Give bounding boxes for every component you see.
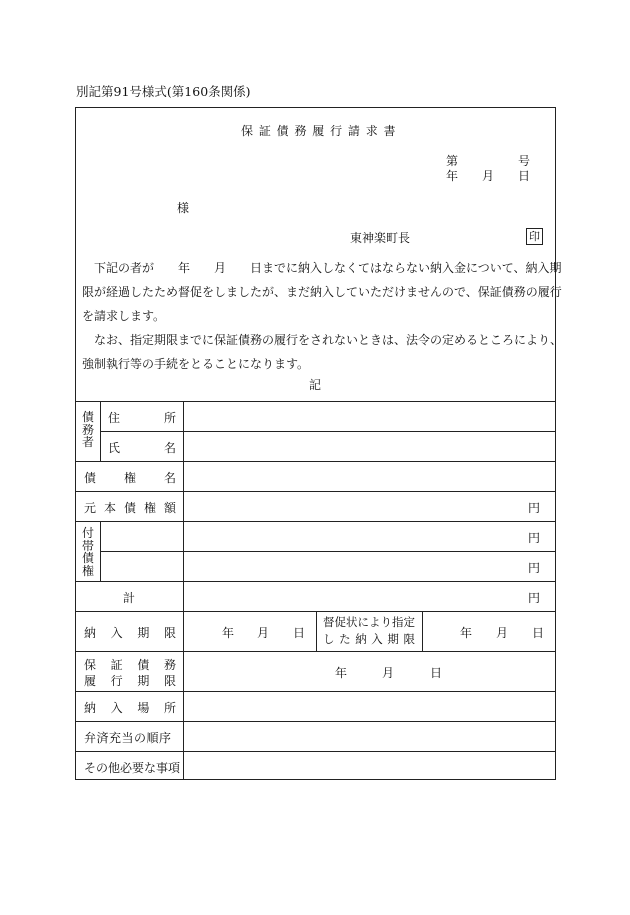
rule-label-column — [183, 401, 184, 779]
document-title: 保 証 債 務 履 行 請 求 書 — [241, 124, 397, 138]
address-label: 住 所 — [108, 411, 176, 425]
rule-attached-middle — [100, 551, 555, 552]
rule-order-bottom — [76, 751, 555, 752]
rule-principal-bottom — [76, 521, 555, 522]
claim-name-label: 債 権 名 — [84, 471, 176, 485]
guarantee-label-line1: 保 証 債 務 — [84, 658, 176, 672]
total-yen: 円 — [528, 591, 541, 605]
designated-day: 日 — [532, 626, 545, 640]
ki-label: 記 — [309, 378, 322, 392]
guarantee-year: 年 — [335, 666, 348, 680]
rule-due-bottom — [76, 651, 555, 652]
rule-address-bottom — [100, 431, 555, 432]
number-suffix: 号 — [518, 154, 531, 168]
designated-label-line2: し た 納 入 期 限 — [323, 632, 415, 646]
designated-label-line1: 督促状により指定 — [323, 615, 415, 629]
principal-label: 元 本 債 権 額 — [84, 501, 176, 515]
guarantee-day: 日 — [430, 666, 443, 680]
date-month-label: 月 — [482, 169, 495, 183]
form-label: 別記第91号様式(第160条関係) — [76, 84, 251, 99]
body-line-1: 下記の者が 年 月 日までに納入しなくてはならない納入金について、納入期 — [82, 261, 562, 275]
due-day: 日 — [293, 626, 306, 640]
principal-yen: 円 — [528, 501, 541, 515]
other-label: その他必要な事項 — [84, 761, 181, 775]
due-year: 年 — [222, 626, 235, 640]
form-frame — [75, 107, 563, 780]
rule-place-bottom — [76, 721, 555, 722]
number-prefix: 第 — [446, 154, 459, 168]
body-line-4: なお、指定期限までに保証債務の履行をされないときは、法令の定めるところにより、 — [82, 333, 563, 347]
addressee-suffix: 様 — [177, 201, 190, 215]
rule-claim-bottom — [76, 491, 555, 492]
due-month: 月 — [257, 626, 270, 640]
rule-table-top — [76, 401, 555, 402]
rule-attached-group — [100, 521, 101, 581]
guarantee-month: 月 — [382, 666, 395, 680]
attached-2-yen: 円 — [528, 561, 541, 575]
attached-group-label: 付 帯 債 権 — [81, 526, 94, 578]
attached-1-yen: 円 — [528, 531, 541, 545]
rule-designated-left — [316, 611, 317, 651]
body-line-2: 限が経過したため督促をしましたが、まだ納入していただけませんので、保証債務の履行 — [82, 285, 562, 299]
order-label: 弁済充当の順序 — [84, 731, 172, 745]
designated-month: 月 — [496, 626, 509, 640]
issuer-name: 東神楽町長 — [350, 231, 411, 245]
date-year-label: 年 — [446, 169, 459, 183]
body-line-3: を請求します。 — [82, 309, 166, 323]
due-date-label: 納 入 期 限 — [84, 626, 176, 640]
date-day-label: 日 — [518, 169, 531, 183]
total-label: 計 — [123, 591, 136, 605]
seal-mark: 印 — [526, 228, 543, 245]
rule-guarantee-bottom — [76, 691, 555, 692]
guarantee-label-line2: 履 行 期 限 — [84, 674, 176, 688]
rule-debtor-bottom — [76, 461, 555, 462]
rule-attached-bottom — [76, 581, 555, 582]
name-label: 氏 名 — [108, 441, 176, 455]
debtor-group-label: 債 務 者 — [81, 410, 94, 449]
place-label: 納 入 場 所 — [84, 701, 176, 715]
designated-year: 年 — [460, 626, 473, 640]
body-line-5: 強制執行等の手続をとることになります。 — [82, 357, 310, 371]
rule-designated-right — [422, 611, 423, 651]
rule-debtor-group — [100, 401, 101, 461]
